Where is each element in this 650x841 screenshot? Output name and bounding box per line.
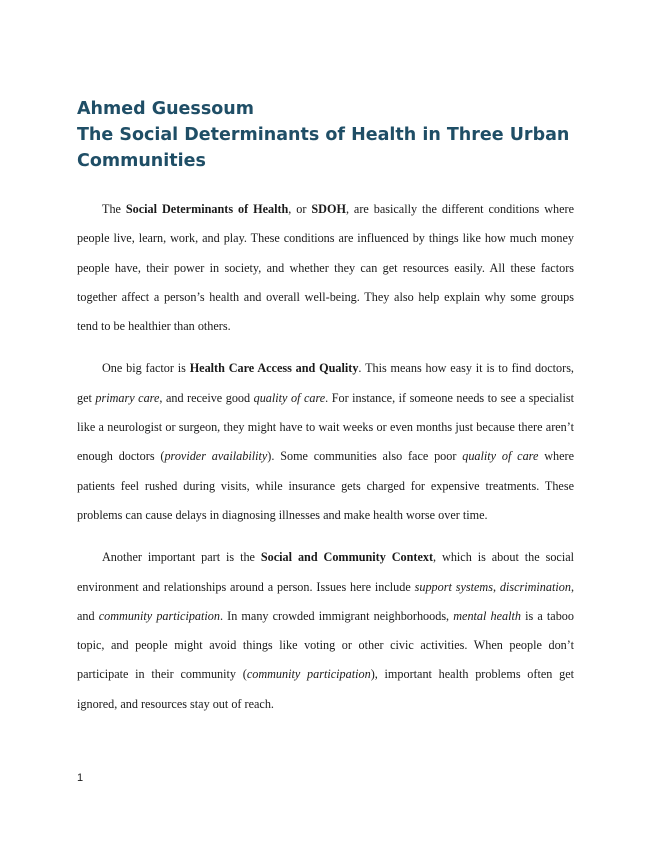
text-run: , and [77, 579, 575, 623]
text-run: where patients feel rushed during visits, while insurance gets charged for expensive treatments. These problems can cause delays in diagnosing illnesses and make health worse over time. [77, 449, 574, 522]
body-paragraph [77, 543, 574, 719]
text-run: , are basically the different conditions where people live, learn, work, and play. These conditions are influenced by things like how much money people have, their power in society, and whether they can get resources easily. All these factors together affect a person’s health and overall well-being. They also help explain why some groups tend to be healthier than others. [77, 202, 574, 334]
italic-term: discrimination [499, 579, 571, 594]
italic-term: community participation [98, 608, 220, 623]
text-run: , [492, 579, 500, 594]
text-run: The [102, 202, 126, 216]
document-header [77, 96, 577, 174]
bold-term: SDOH [311, 202, 346, 216]
text-run: One big factor is [102, 361, 190, 376]
text-run: ), important health problems often get ignored, and resources stay out of reach. [77, 667, 574, 711]
text-run: Another important part is the [102, 550, 261, 565]
bold-term: Social Determinants of Health [125, 202, 289, 216]
italic-term: support systems [414, 579, 493, 594]
document-title-line-2: Communities [77, 151, 206, 171]
text-run: , which is about the social environment and relationships around a person. Issues here include [77, 550, 574, 594]
bold-term: Social and Community Context [260, 550, 434, 565]
italic-term: provider availability [164, 449, 268, 464]
page-number: 1 [77, 772, 84, 784]
text-run: is a taboo topic, and people might avoid things like voting or other civic activities. When people don’t participate in their community ( [77, 608, 574, 682]
text-run: ). Some communities also face poor [267, 449, 463, 464]
document-title-line-1: The Social Determinants of Health in Three Urban [77, 125, 570, 145]
bold-term: Health Care Access and Quality [189, 361, 359, 376]
text-run: , or [288, 202, 312, 216]
author-name: Ahmed Guessoum [77, 99, 254, 119]
text-run: , and receive good [159, 390, 254, 405]
body-paragraph [77, 354, 574, 530]
text-run: . For instance, if someone needs to see a specialist like a neurologist or surgeon, they might have to wait weeks or even months just because there aren’t enough doctors ( [77, 390, 574, 464]
body-paragraph [77, 195, 574, 341]
italic-term: mental health [453, 608, 521, 623]
text-run: . In many crowded immigrant neighborhoods, [219, 608, 454, 623]
italic-term: quality of care [462, 449, 539, 464]
text-run: . This means how easy it is to find doctors, get [77, 361, 574, 405]
italic-term: primary care [95, 390, 160, 405]
italic-term: community participation [246, 667, 371, 682]
document-body [77, 195, 574, 719]
italic-term: quality of care [253, 390, 326, 405]
